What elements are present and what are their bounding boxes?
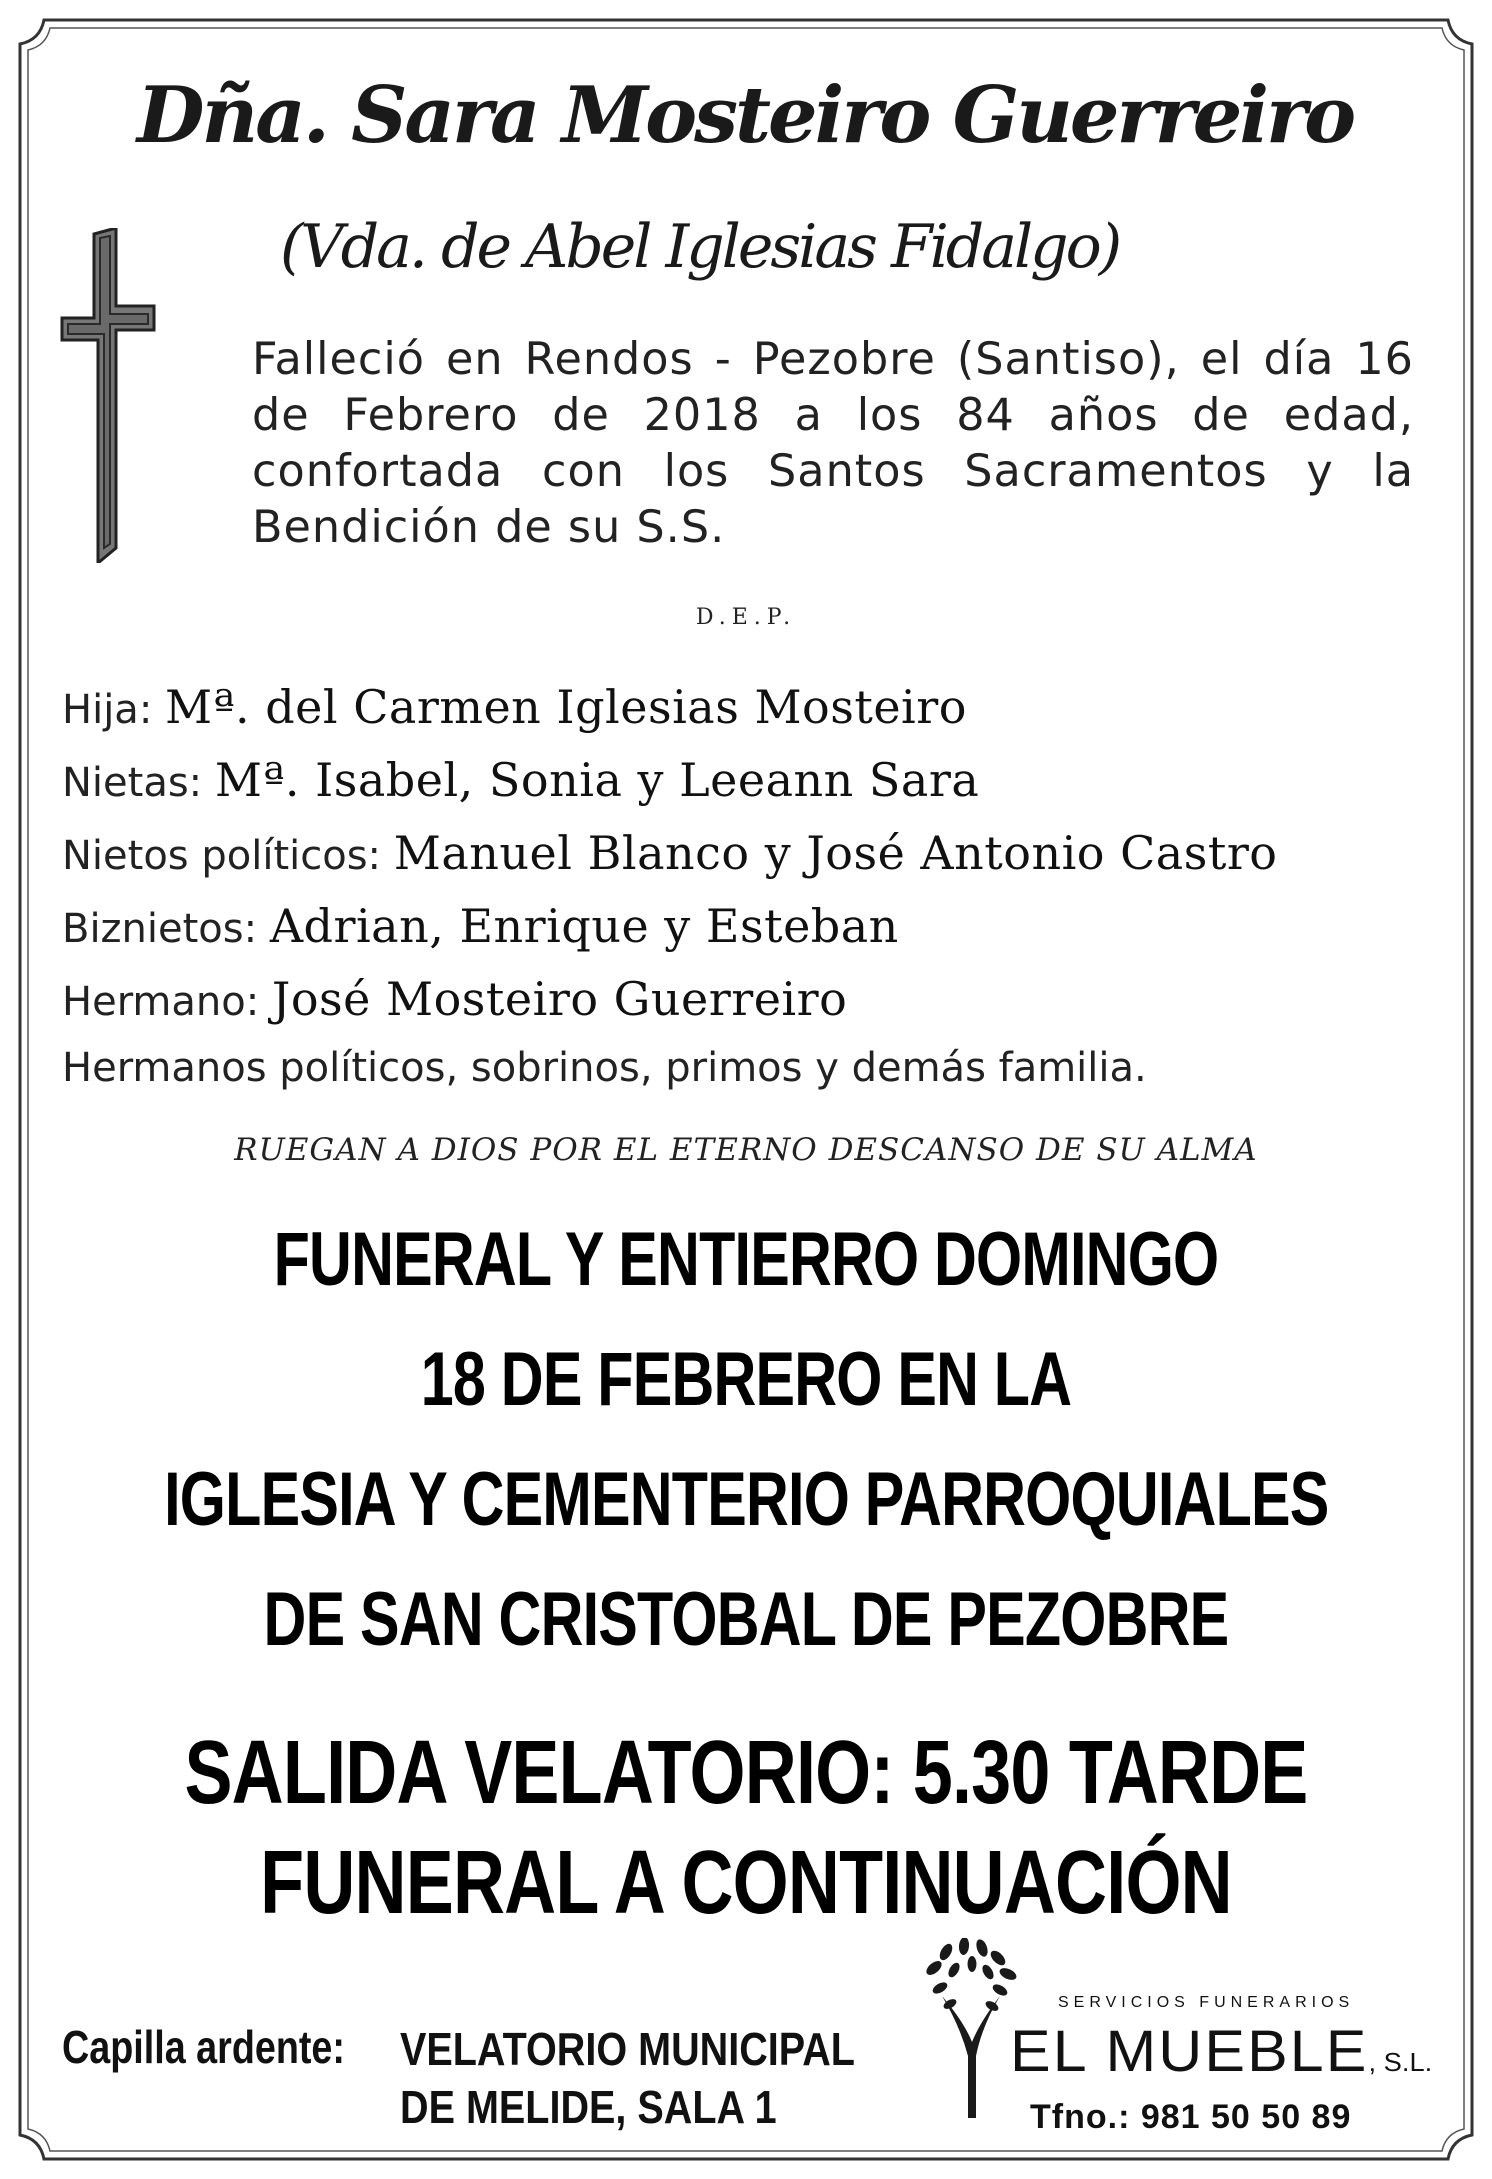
family-note: Hermanos políticos, sobrinos, primos y demás familia. xyxy=(62,1045,1147,1091)
family-label: Hermano: xyxy=(62,979,272,1025)
departure-line: FUNERAL A CONTINUACIÓN xyxy=(260,1833,1232,1933)
funeral-line: IGLESIA Y CEMENTERIO PARROQUIALES xyxy=(164,1457,1329,1542)
family-label: Nietos políticos: xyxy=(62,833,394,879)
family-row-others xyxy=(62,1045,1442,1118)
funeral-home-name xyxy=(1010,2018,1432,2085)
family-value: José Mosteiro Guerreiro xyxy=(271,972,848,1026)
tree-logo-icon xyxy=(920,1938,1020,2132)
funeral-line: FUNERAL Y ENTIERRO DOMINGO xyxy=(273,1217,1219,1302)
funeral-home-phone: Tfno.: 981 50 50 89 xyxy=(1030,2098,1352,2136)
family-row-granddaughters xyxy=(62,753,1442,826)
family-label: Nietas: xyxy=(62,760,215,806)
family-value: Manuel Blanco y José Antonio Castro xyxy=(393,826,1278,880)
chapel-place-line: DE MELIDE, SALA 1 xyxy=(400,2081,777,2133)
cross-icon xyxy=(58,228,158,567)
funeral-line: DE SAN CRISTOBAL DE PEZOBRE xyxy=(263,1577,1229,1662)
death-announcement: Falleció en Rendos - Pezobre (Santiso), el día 16 de Febrero de 2018 a los 84 años de edad, confortada con los Santos Sacramentos y la Bendición de su S.S. xyxy=(252,334,1414,553)
departure-details xyxy=(149,1718,1343,1938)
family-row-great-grandchildren xyxy=(62,899,1442,972)
family-label: Biznietos: xyxy=(62,906,270,952)
funeral-home-name-text: EL MUEBLE xyxy=(1010,2019,1369,2084)
dep-text: D.E.P. xyxy=(695,605,797,630)
deceased-name: Dña. Sara Mosteiro Guerreiro xyxy=(136,70,1354,161)
family-row-grandsons-in-law xyxy=(62,826,1442,899)
family-list xyxy=(62,680,1442,1118)
funeral-line: 18 DE FEBRERO EN LA xyxy=(420,1337,1072,1422)
widow-of: (Vda. de Abel Iglesias Fidalgo) xyxy=(280,212,1120,282)
funeral-details xyxy=(164,1200,1328,1680)
prayer-text: RUEGAN A DIOS POR EL ETERNO DESCANSO DE SU ALMA xyxy=(234,1132,1258,1168)
family-label: Hija: xyxy=(62,687,166,733)
departure-line: SALIDA VELATORIO: 5.30 TARDE xyxy=(184,1723,1308,1823)
funeral-home-subtitle: SERVICIOS FUNERARIOS xyxy=(1058,1994,1355,2011)
family-row-brother xyxy=(62,972,1442,1045)
family-value: Mª. Isabel, Sonia y Leeann Sara xyxy=(214,753,980,807)
chapel-place-line: VELATORIO MUNICIPAL xyxy=(400,2023,855,2075)
family-value: Adrian, Enrique y Esteban xyxy=(269,899,899,953)
family-value: Mª. del Carmen Iglesias Mosteiro xyxy=(165,680,967,734)
chapel-place xyxy=(400,2020,855,2136)
family-row-daughter xyxy=(62,680,1442,753)
chapel-label: Capilla ardente: xyxy=(62,2021,345,2073)
funeral-home-suffix: , S.L. xyxy=(1368,2047,1433,2077)
